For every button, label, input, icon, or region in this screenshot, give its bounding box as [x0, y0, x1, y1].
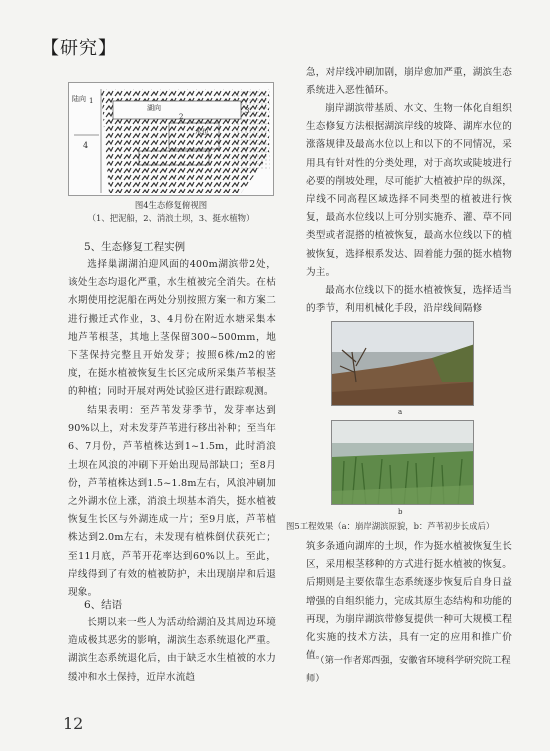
photo-b-label: b	[398, 508, 403, 516]
figure-4-diagram	[68, 82, 274, 196]
photo-collapsed-shore	[331, 321, 474, 406]
left-paragraph-1: 选择巢湖湖泊迎风面的400m湖滨带2处，该处生态均退化严重，水生植被完全消失。在枯水期使用挖泥船在两处分别按照方案一和方案二进行搬迁式作业，3、4月份在附近水塘采集本地芦苇根茎，其地上茎保留300~500mm，地下茎保持完整且开始发芽；按照6株/m2的密度，在挺水植被恢复生长区完成所采集芦苇根茎的种植；同时开展对两处试验区进行跟踪观测。	[68, 259, 276, 398]
right-paragraph-4: 筑多条通向湖库的土坝，作为挺水植被恢复生长区，采用根茎移种的方式进行挺水植被的恢复。后期则是主要依靠生态系统逐步恢复后自身日益增强的自组织能力，完成其原生态结构和功能的再现，为崩岸湖滨带修复提供一种可大规模工程化实施的技术方法，具有一定的应用和推广价值。	[306, 541, 512, 662]
fig4-label-2: 2	[179, 113, 184, 121]
figure-4-legend: （1、把泥船，2、消浪土坝，3、挺水植物）	[87, 213, 255, 223]
fig4-label-water: 水位	[195, 128, 209, 136]
figure-5-caption: 图5工程效果（a：崩岸湖滨原貌，b：芦苇初步长成后）	[286, 521, 495, 531]
photo-a-label: a	[398, 408, 403, 416]
section-header: 【研究】	[41, 38, 117, 59]
photo-b-image	[332, 421, 474, 505]
fig4-label-land: 陆向	[72, 95, 86, 103]
fig4-label-lake: 湖向	[147, 104, 161, 112]
right-paragraph-1: 急，对岸线冲刷加剧，崩岸愈加严重，湖滨生态系统进入恶性循环。	[306, 67, 512, 97]
right-paragraph-2: 崩岸湖滨带基质、水文、生物一体化自组织生态修复方法根据湖滨岸线的坡降、湖库水位的涨落规律及最高水位以上和以下的不同情况，采用具有针对性的分类处理，对于高坎或陡坡进行必要的削坡处理，尽可能扩大植被护岸的纵深，岸线不同高程区域选择不同类型的植被进行恢复，最高水位线以上可分别实施乔、灌、草不同类型或者混搭的植被恢复，最高水位线以下的植被恢复，选择根系发达、固着能力强的挺水植物为主。	[306, 103, 512, 278]
figure-4-title: 图4生态修复俯视图	[134, 200, 208, 210]
page-number: 12	[63, 714, 84, 733]
fig4-label-4: 4	[83, 141, 89, 150]
heading-section-6: 6、结语	[84, 599, 123, 611]
fig4-label-1: 1	[89, 97, 94, 105]
author-note: （第一作者郑西强，安徽省环境科学研究院工程师）	[306, 655, 511, 684]
photo-a-image	[332, 322, 474, 406]
fig4-label-3: 3	[245, 107, 250, 115]
photo-reed-growth	[331, 420, 474, 505]
left-paragraph-2: 结果表明：至芦苇发芽季节，发芽率达到90%以上，对未发芽芦苇进行移出补种；至当年6、7月份，芦苇植株达到1~1.5m，此时消浪土坝在风浪的冲刷下开始出现局部缺口；至8月份，芦苇植株达到1.5~1.8m左右，风浪冲刷加之外湖水位上涨，消浪土坝基本消失，挺水植被恢复生长区与外湖连成一片；至9月底，芦苇植株达到2.0m左右，未发现有植株倒伏获死亡；至11月底，芦苇开花率达到60%以上。至此，岸线得到了有效的植被防护，未出现崩岸和后退现象。	[68, 405, 277, 599]
left-paragraph-3: 长期以来一些人为活动给湖泊及其周边环境造成极其恶劣的影响，湖滨生态系统退化严重。湖滨生态系统退化后，由于缺乏水生植被的水力缓冲和水土保持，近岸水流趋	[68, 617, 276, 683]
heading-section-5: 5、生态修复工程实例	[84, 241, 186, 253]
figure-4-svg	[69, 83, 275, 197]
right-paragraph-3: 最高水位线以下的挺水植被恢复，选择适当的季节，利用机械化手段，沿岸线间隔修	[306, 285, 512, 315]
